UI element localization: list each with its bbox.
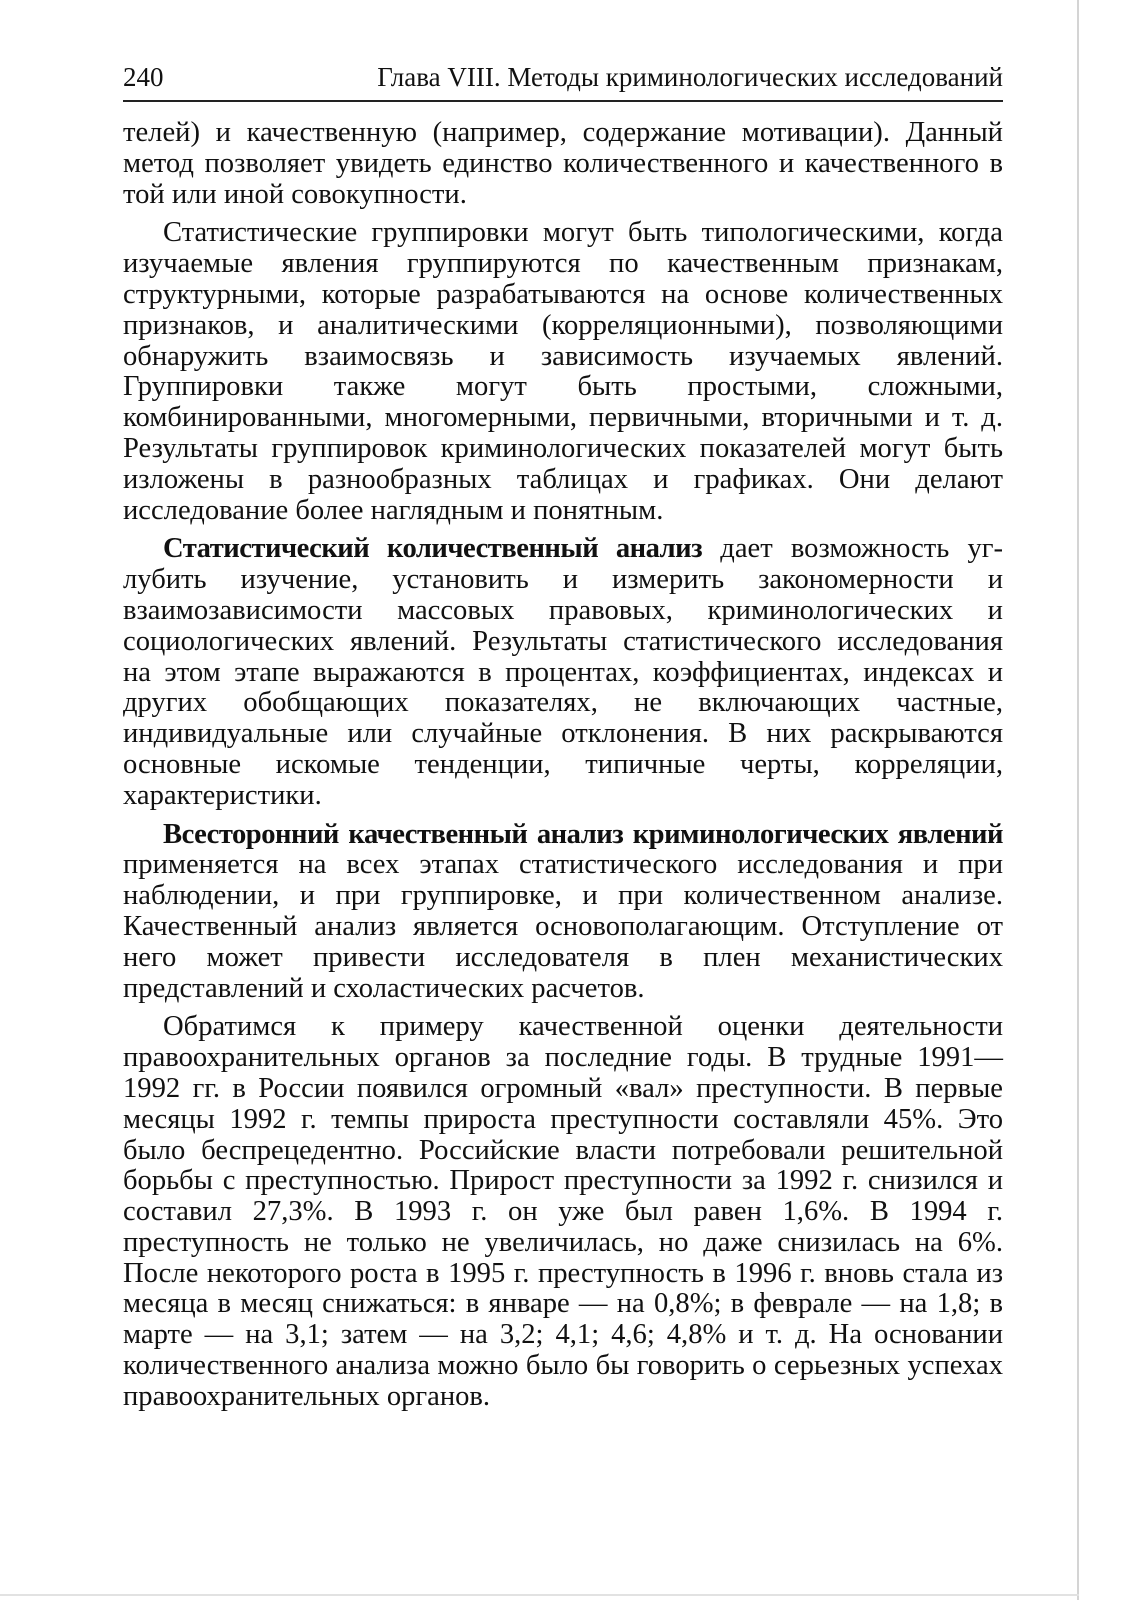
- running-head: [123, 60, 1003, 102]
- body-text: [123, 118, 1003, 1421]
- paragraph-text: Обратимся к примеру качественной оценки деятельности правоохранительных органов за последние годы. В трудные 1991—1992 гг. в России появился огромный «вал» преступности. В первые месяцы 1992 г. темпы прироста преступности составляли 45%. Это было беспрецедентно. Российские власти потребовали решительной борьбы с преступностью. Прирост преступности за 1992 г. снизился и составил 27,3%. В 1993 г. он уже был равен 1,6%. В 1994 г. преступность не только не увеличилась, но даже снизилась на 6%. После некоторого роста в 1995 г. преступность в 1996 г. вновь стала из месяца в месяц снижаться: в январе — на 0,8%; в феврале — на 1,8; в марте — на 3,1; затем — на 3,2; 4,1; 4,6; 4,8% и т. д. На основании количественного анализа можно было бы говорить о серьезных успехах правоохранительных органов.: [123, 1011, 1003, 1412]
- paragraph-text: телей) и качественную (например, содержание мотивации). Данный метод позволяет увидеть единство количественного и качественного в той или иной совокупности.: [123, 117, 1003, 210]
- paragraph-qualitative-analysis: [123, 820, 1003, 1005]
- paragraph-text: дает возможность углубить изучение, установить и измерить закономерности и взаимозависимости массовых правовых, криминологических и социологических явлений. Результаты статистического исследования на этом этапе выражаются в процентах, коэффициентах, индексах и других обобщающих показателях, не включающих частные, индивидуальные или случайные отклонения. В них раскрываются основные искомые тенденции, типичные черты, корреляции, характеристики.: [123, 533, 1003, 811]
- paragraph-text: Статистические группировки могут быть типологическими, когда изучаемые явления группируются по качественным признакам, структурными, которые разрабатываются на основе количественных признаков, и аналитическими (корреляционными), позволяющими обнаружить взаимосвязь и зависимость изучаемых явлений. Группировки также могут быть простыми, сложными, комбинированными, многомерными, первичными, вторичными и т. д. Результаты группировок криминологических показателей могут быть изложены в разнообразных таблицах и графиках. Они делают исследование более наглядным и понятным.: [123, 217, 1003, 526]
- paragraph-continuation: [123, 118, 1003, 210]
- paragraph-example: [123, 1012, 1003, 1412]
- bold-term: Всесторонний качественный анализ криминологических явлений: [163, 818, 1003, 850]
- page-edge-right: [1077, 0, 1079, 1600]
- bold-term: Статистический количественный анализ: [163, 533, 703, 565]
- chapter-title: Глава VIII. Методы криминологических исследований: [377, 62, 1003, 92]
- page-edge-bottom: [0, 1594, 1079, 1596]
- paragraph-quantitative-analysis: [123, 534, 1003, 811]
- paragraph-statistical-groupings: [123, 218, 1003, 526]
- page-number: 240: [123, 62, 164, 92]
- paragraph-text: применяется на всех этапах статистического исследования и при наблюдении, и при группировке, и при количественном анализе. Качественный анализ является основополагающим. Отступление от него может привести исследователя в плен механистических представлений и схоластических расчетов.: [123, 849, 1003, 1004]
